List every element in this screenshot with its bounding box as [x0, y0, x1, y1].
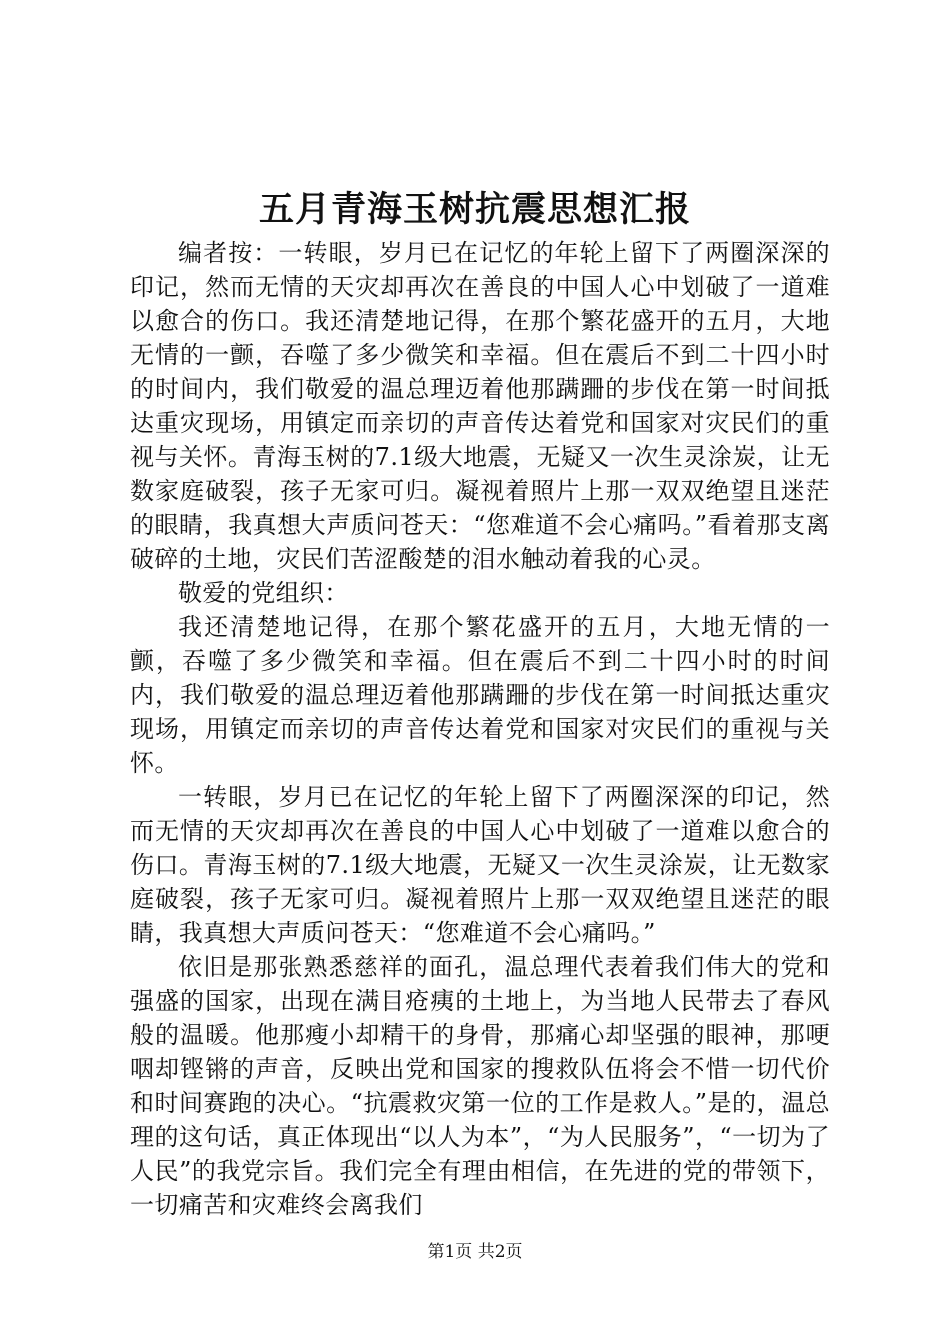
document-title: 五月青海玉树抗震思想汇报	[258, 189, 691, 230]
paragraph-yushu-quake: 一转眼，岁月已在记忆的年轮上留下了两圈深深的印记，然而无情的天灾却再次在善良的中国人心中划破了一道难以愈合的伤口。青海玉树的7.1级大地震，无疑又一次生灵涂炭，让无数家庭破裂，孩子无家可归。凝视着照片上那一双双绝望且迷茫的眼睛，我真想大声质问苍天：“您难道不会心痛吗。”	[130, 783, 830, 947]
paragraph-editor-note: 编者按：一转眼，岁月已在记忆的年轮上留下了两圈深深的印记，然而无情的天灾却再次在善良的中国人心中划破了一道难以愈合的伤口。我还清楚地记得，在那个繁花盛开的五月，大地无情的一颤，吞噬了多少微笑和幸福。但在震后不到二十四小时的时间内，我们敬爱的温总理迈着他那蹒跚的步伐在第一时间抵达重灾现场，用镇定而亲切的声音传达着党和国家对灾民们的重视与关怀。青海玉树的7.1级大地震，无疑又一次生灵涂炭，让无数家庭破裂，孩子无家可归。凝视着照片上那一双双绝望且迷茫的眼睛，我真想大声质问苍天：“您难道不会心痛吗。”看着那支离破碎的土地，灾民们苦涩酸楚的泪水触动着我的心灵。	[130, 239, 830, 573]
page-number: 第1页 共2页	[427, 1242, 523, 1262]
paragraph-premier: 依旧是那张熟悉慈祥的面孔，温总理代表着我们伟大的党和强盛的国家，出现在满目疮痍的土地上，为当地人民带去了春风般的温暖。他那瘦小却精干的身骨，那痛心却坚强的眼神，那哽咽却铿锵的声音，反映出党和国家的搜救队伍将会不惜一切代价和时间赛跑的决心。“抗震救灾第一位的工作是救人。”是的，温总理的这句话，真正体现出“以人为本”，“为人民服务”，“一切为了人民”的我党宗旨。我们完全有理由相信，在先进的党的带领下，一切痛苦和灾难终会离我们	[130, 953, 830, 1219]
paragraph-memory: 我还清楚地记得，在那个繁花盛开的五月，大地无情的一颤，吞噬了多少微笑和幸福。但在震后不到二十四小时的时间内，我们敬爱的温总理迈着他那蹒跚的步伐在第一时间抵达重灾现场，用镇定而亲切的声音传达着党和国家对灾民们的重视与关怀。	[130, 613, 830, 777]
document-body	[130, 236, 830, 1222]
paragraph-salutation: 敬爱的党组织：	[178, 579, 349, 607]
